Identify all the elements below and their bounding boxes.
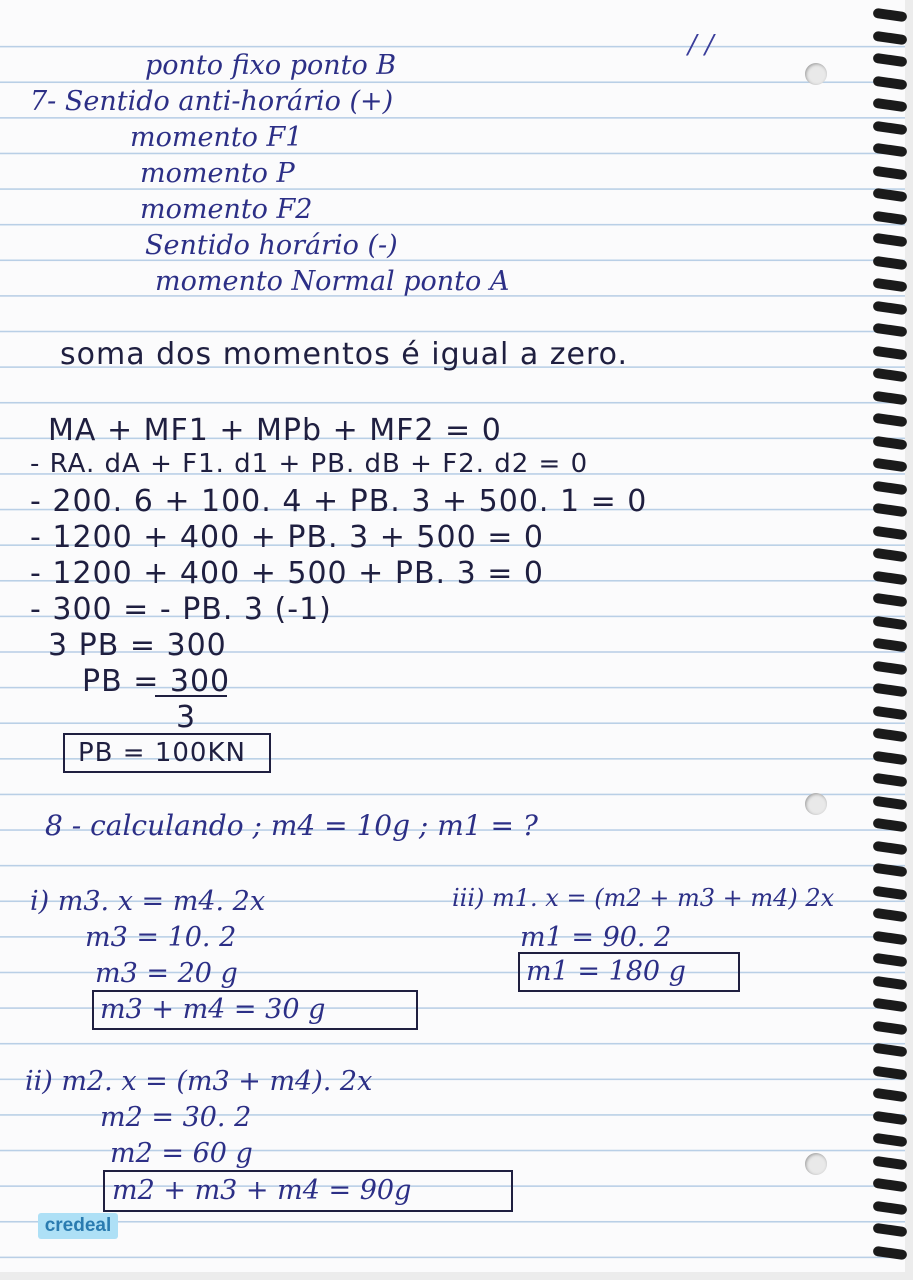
spiral-ring <box>872 413 907 428</box>
spiral-ring <box>872 1020 907 1035</box>
spiral-ring <box>872 300 907 315</box>
spiral-ring <box>872 210 907 225</box>
equation-line: MA + MF1 + MPb + MF2 = 0 <box>48 413 502 448</box>
text-line: Sentido horário (-) <box>145 230 398 261</box>
spiral-ring <box>872 503 907 518</box>
spiral-ring <box>872 1155 907 1170</box>
spiral-ring <box>872 885 907 900</box>
spiral-ring <box>872 1110 907 1125</box>
equation-line: - RA. dA + F1. d1 + PB. dB + F2. d2 = 0 <box>30 449 589 479</box>
spiral-ring <box>872 458 907 473</box>
spiral-ring <box>872 323 907 338</box>
spiral-ring <box>872 863 907 878</box>
spiral-ring <box>872 98 907 113</box>
equation-line: i) m3. x = m4. 2x <box>30 886 266 917</box>
spiral-ring <box>872 75 907 90</box>
equation-line: - 1200 + 400 + 500 + PB. 3 = 0 <box>30 556 544 591</box>
spiral-ring <box>872 548 907 563</box>
binder-hole <box>805 63 827 85</box>
spiral-ring <box>872 818 907 833</box>
spiral-ring <box>872 1245 907 1260</box>
spiral-ring <box>872 1200 907 1215</box>
equation-line: m2 = 30. 2 <box>100 1102 252 1133</box>
spiral-ring <box>872 53 907 68</box>
spiral-ring <box>872 1043 907 1058</box>
spiral-ring <box>872 593 907 608</box>
brand-logo: credeal <box>38 1213 118 1239</box>
spiral-ring <box>872 930 907 945</box>
equation-line: m3 = 10. 2 <box>85 922 237 953</box>
answer-text: m3 + m4 = 30 g <box>100 994 326 1025</box>
equation-line: iii) m1. x = (m2 + m3 + m4) 2x <box>452 884 835 912</box>
text-line: momento F1 <box>130 122 303 153</box>
spiral-ring <box>872 120 907 135</box>
text-line: momento Normal ponto A <box>155 266 510 297</box>
spiral-ring <box>872 683 907 698</box>
answer-text: m1 = 180 g <box>526 956 686 987</box>
spiral-ring <box>872 1133 907 1148</box>
text-line: momento P <box>140 158 295 189</box>
spiral-ring <box>872 908 907 923</box>
spiral-ring <box>872 188 907 203</box>
spiral-ring <box>872 143 907 158</box>
spiral-ring <box>872 638 907 653</box>
spiral-ring <box>872 840 907 855</box>
spiral-ring <box>872 728 907 743</box>
spiral-binding <box>869 0 913 1272</box>
spiral-ring <box>872 435 907 450</box>
fraction-bar <box>155 695 227 697</box>
text-line: 8 - calculando ; m4 = 10g ; m1 = ? <box>45 809 538 842</box>
equation-line: ii) m2. x = (m3 + m4). 2x <box>25 1066 373 1097</box>
binder-hole <box>805 1153 827 1175</box>
spiral-ring <box>872 480 907 495</box>
spiral-ring <box>872 705 907 720</box>
spiral-ring <box>872 750 907 765</box>
spiral-ring <box>872 998 907 1013</box>
text-line: 7- Sentido anti-horário (+) <box>30 86 394 117</box>
spiral-ring <box>872 795 907 810</box>
spiral-ring <box>872 773 907 788</box>
text-line: soma dos momentos é igual a zero. <box>60 337 629 372</box>
spiral-ring <box>872 345 907 360</box>
spiral-ring <box>872 1065 907 1080</box>
date-marks: / / <box>688 30 714 60</box>
equation-line: PB = 300 <box>82 664 231 699</box>
spiral-ring <box>872 255 907 270</box>
spiral-ring <box>872 30 907 45</box>
answer-text: m2 + m3 + m4 = 90g <box>112 1175 412 1206</box>
spiral-ring <box>872 615 907 630</box>
spiral-ring <box>872 8 907 23</box>
spiral-ring <box>872 1178 907 1193</box>
spiral-ring <box>872 525 907 540</box>
equation-line: - 300 = - PB. 3 (-1) <box>30 592 332 627</box>
spiral-ring <box>872 1223 907 1238</box>
spiral-ring <box>872 975 907 990</box>
equation-line: m2 = 60 g <box>110 1138 253 1169</box>
spiral-ring <box>872 1088 907 1103</box>
equation-line: m1 = 90. 2 <box>520 922 672 953</box>
binder-hole <box>805 793 827 815</box>
spiral-ring <box>872 390 907 405</box>
equation-line: m3 = 20 g <box>95 958 238 989</box>
spiral-ring <box>872 165 907 180</box>
equation-line: - 1200 + 400 + PB. 3 + 500 = 0 <box>30 520 544 555</box>
spiral-ring <box>872 953 907 968</box>
spiral-ring <box>872 278 907 293</box>
spiral-ring <box>872 660 907 675</box>
equation-line: 3 PB = 300 <box>48 628 227 663</box>
spiral-ring <box>872 233 907 248</box>
equation-line: 3 <box>176 700 197 735</box>
text-line: ponto fixo ponto B <box>145 50 397 81</box>
equation-line: - 200. 6 + 100. 4 + PB. 3 + 500. 1 = 0 <box>30 484 648 519</box>
answer-text: PB = 100KN <box>78 738 246 768</box>
spiral-ring <box>872 570 907 585</box>
spiral-ring <box>872 368 907 383</box>
text-line: momento F2 <box>140 194 313 225</box>
